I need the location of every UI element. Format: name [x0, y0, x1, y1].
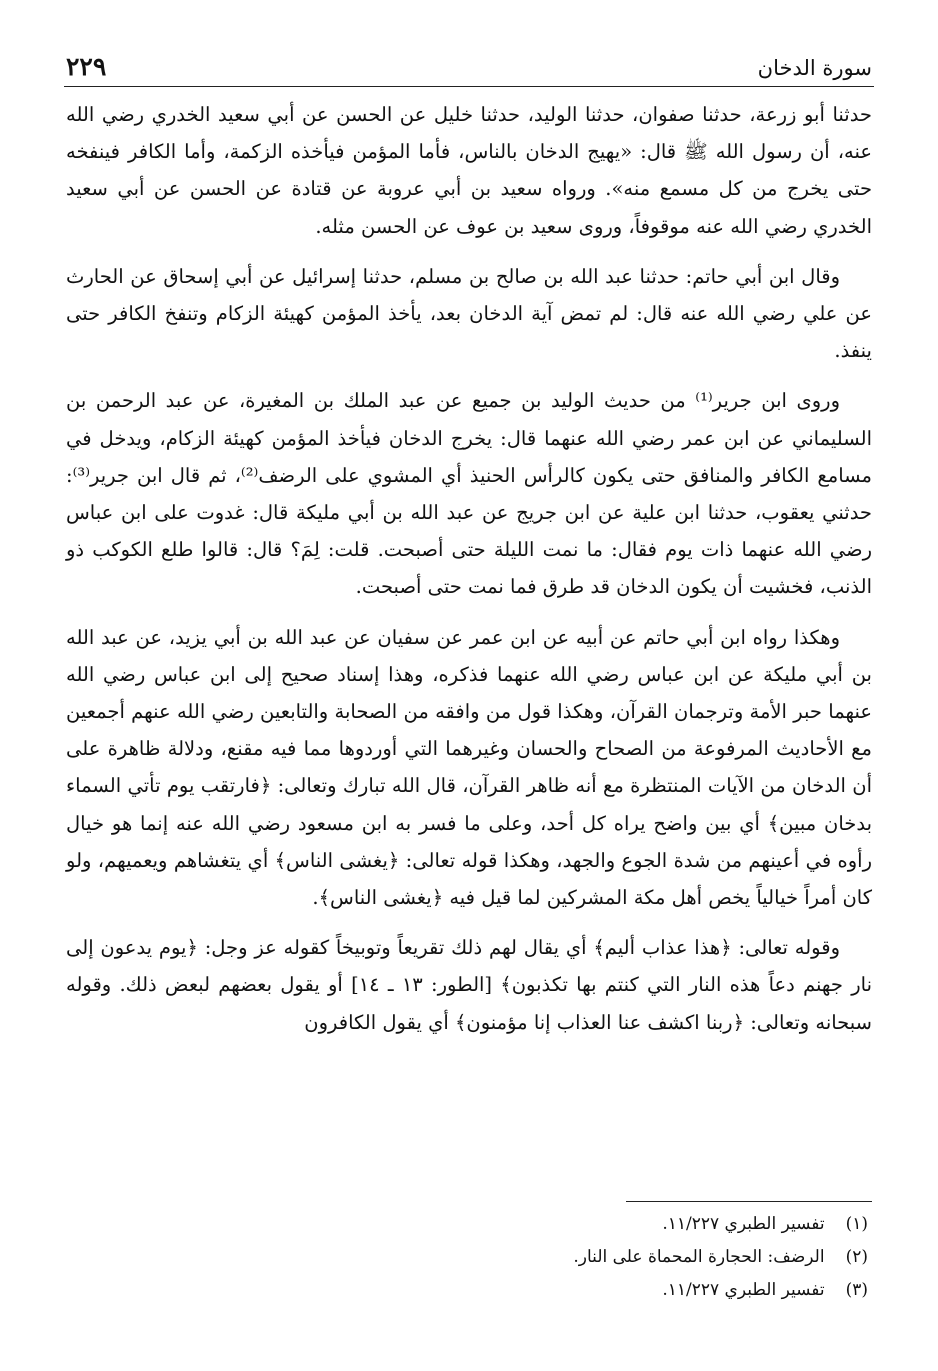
paragraph: وهكذا رواه ابن أبي حاتم عن أبيه عن ابن عمر عن سفيان عن عبد الله بن أبي يزيد، عن عبد الله بن أبي مليكة عن ابن عباس رضي الله عنهما فذكره، وهذا إسناد صحيح إلى ابن عباس رضي الله عنهما حبر الأمة وترجمان القرآن، وهكذا قول من وافقه من الصحابة والتابعين رضي الله عنهم أجمعين مع الأحاديث المرفوعة من الصحاح والحسان وغيرهما التي أوردوها مما فيه مقنع، ودلالة ظاهرة على أن الدخان من الآيات المنتظرة مع أنه ظاهر القرآن، قال الله تبارك وتعالى: ﴿فارتقب يوم تأتي السماء بدخان مبين﴾ أي بين واضح يراه كل أحد، وعلى ما فسر به ابن مسعود رضي الله عنه إنما هو خيال رأوه في أعينهم من شدة الجوع والجهد، وهكذا قوله تعالى: ﴿يغشى الناس﴾ أي يتغشاهم ويعميهم، ولو كان أمراً خيالياً يخص أهل مكة المشركين لما قيل فيه ﴿يغشى الناس﴾. [66, 625, 872, 910]
paragraph: حدثنا أبو زرعة، حدثنا صفوان، حدثنا الوليد، حدثنا خليل عن الحسن عن أبي سعيد الخدري رضي الله عنه، أن رسول الله ﷺ قال: «يهيج الدخان بالناس، فأما المؤمن فيأخذه الزكمة، وأما الكافر فينفخه حتى يخرج من كل مسمع منه». ورواه سعيد بن أبي عروبة عن قتادة عن الحسن عن أبي سعيد الخدري رضي الله عنه موقوفاً، وروى سعيد بن عوف عن الحسن مثله. [66, 103, 872, 238]
paragraph: وروى ابن جرير⁽¹⁾ من حديث الوليد بن جميع عن عبد الملك بن المغيرة، عن عبد الرحمن بن السليماني عن ابن عمر رضي الله عنهما قال: يخرج الدخان فيأخذ المؤمن كهيئة الزكام، ويدخل في مسامع الكافر والمنافق حتى يكون كالرأس الحنيذ أي المشوي على الرضف⁽²⁾، ثم قال ابن جرير⁽³⁾: حدثني يعقوب، حدثنا ابن علية عن ابن جريج عن عبد الله بن أبي مليكة قال: غدوت على ابن عباس رضي الله عنهما ذات يوم فقال: ما نمت الليلة حتى أصبحت. قلت: لِمَ؟ قال: قالوا طلع الكوكب ذو الذنب، فخشيت أن يكون الدخان قد طرق فما نمت حتى أصبحت. [66, 389, 872, 599]
footnote-divider [626, 1201, 872, 1202]
footnotes [66, 1208, 868, 1307]
footnote [66, 1274, 868, 1307]
footnote [66, 1241, 868, 1274]
footnote-number: (١) [845, 1214, 868, 1234]
footnote-text: تفسير الطبري ١١/٢٢٧. [662, 1214, 825, 1234]
running-title: سورة الدخان [757, 56, 872, 80]
footnote-number: (٣) [845, 1280, 868, 1300]
paragraph: وقوله تعالى: ﴿هذا عذاب أليم﴾ أي يقال لهم ذلك تقريعاً وتوبيخاً كقوله عز وجل: ﴿يوم يدعون إلى نار جهنم دعاً هذه النار التي كنتم بها تكذبون﴾ [الطور: ١٣ ـ ١٤] أو يقول بعضهم لبعض ذلك. وقوله سبحانه وتعالى: ﴿ربنا اكشف عنا العذاب إنا مؤمنون﴾ أي يقول الكافرون [66, 936, 872, 1034]
footnote [66, 1208, 868, 1241]
running-header [64, 52, 874, 87]
main-text [66, 96, 872, 1054]
paragraph: وقال ابن أبي حاتم: حدثنا عبد الله بن صالح بن مسلم، حدثنا إسرائيل عن أبي إسحاق عن الحارث عن علي رضي الله عنه قال: لم تمض آية الدخان بعد، يأخذ المؤمن كهيئة الزكام وتنفخ الكافر حتى ينفذ. [66, 264, 872, 363]
footnote-number: (٢) [845, 1247, 868, 1267]
footnote-text: الرضف: الحجارة المحماة على النار. [573, 1247, 825, 1267]
footnote-text: تفسير الطبري ١١/٢٢٧. [662, 1280, 825, 1300]
page-number: ٢٢٩ [66, 52, 107, 81]
